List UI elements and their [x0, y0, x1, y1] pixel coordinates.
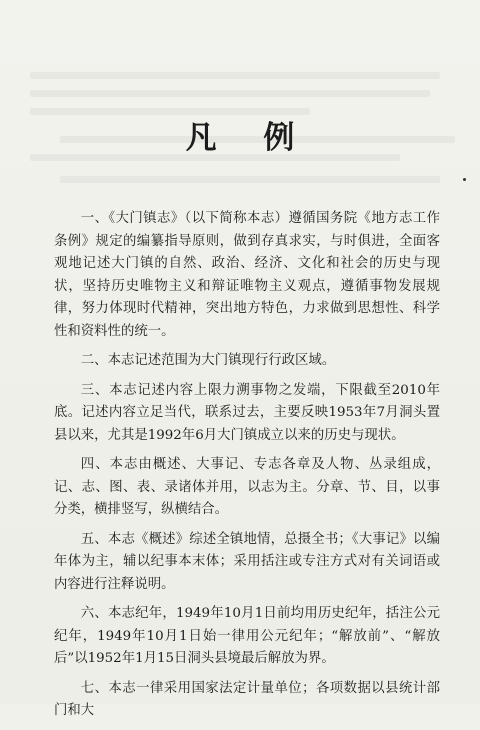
paragraph-4: 四、本志由概述、大事记、专志各章及人物、丛录组成，记、志、图、表、录诸体并用，以志为主。分章、节、目，以事分类，横排竖写，纵横结合。: [54, 457, 440, 517]
paragraph-7: 七、本志一律采用国家法定计量单位；各项数据以县统计部门和大: [54, 680, 440, 718]
paragraph-3: 三、本志记述内容上限力溯事物之发端，下限截至2010年底。记述内容立足当代，联系过去，主要反映1953年7月洞头置县以来，尤其是1992年6月大门镇成立以来的历史与现状。: [54, 382, 440, 443]
ink-speck: [463, 178, 466, 181]
bleed-through-line: [30, 72, 440, 79]
paragraph-1: 一、《大门镇志》（以下简称本志）遵循国务院《地方志工作条例》规定的编纂指导原则，做到存真求实，与时俱进，全面客观地记述大门镇的自然、政治、经济、文化和社会的历史与现状，坚持历史唯物主义和辩证唯物主义观点，遵循事物发展规律，努力体现时代精神，突出地方特色，力求做到思想性、科学性和资料性的统一。: [54, 211, 440, 339]
bleed-through-line: [30, 90, 430, 97]
document-body: [54, 208, 440, 730]
paragraph-2: 二、本志记述范围为大门镇现行行政区域。: [80, 353, 336, 368]
bleed-through-line: [60, 176, 440, 183]
paragraph-5: 五、本志《概述》综述全镇地情，总摄全书；《大事记》以编年体为主，辅以纪事本末体；采用括注或专注方式对有关词语或内容进行注释说明。: [54, 531, 440, 592]
page-title: 凡 例: [185, 120, 313, 156]
paragraph-6: 六、本志纪年，1949年10月1日前均用历史纪年，括注公元纪年，1949年10月1日始一律用公元纪年；“解放前”、“解放后”以1952年1月15日洞头县境最后解放为界。: [54, 606, 440, 666]
